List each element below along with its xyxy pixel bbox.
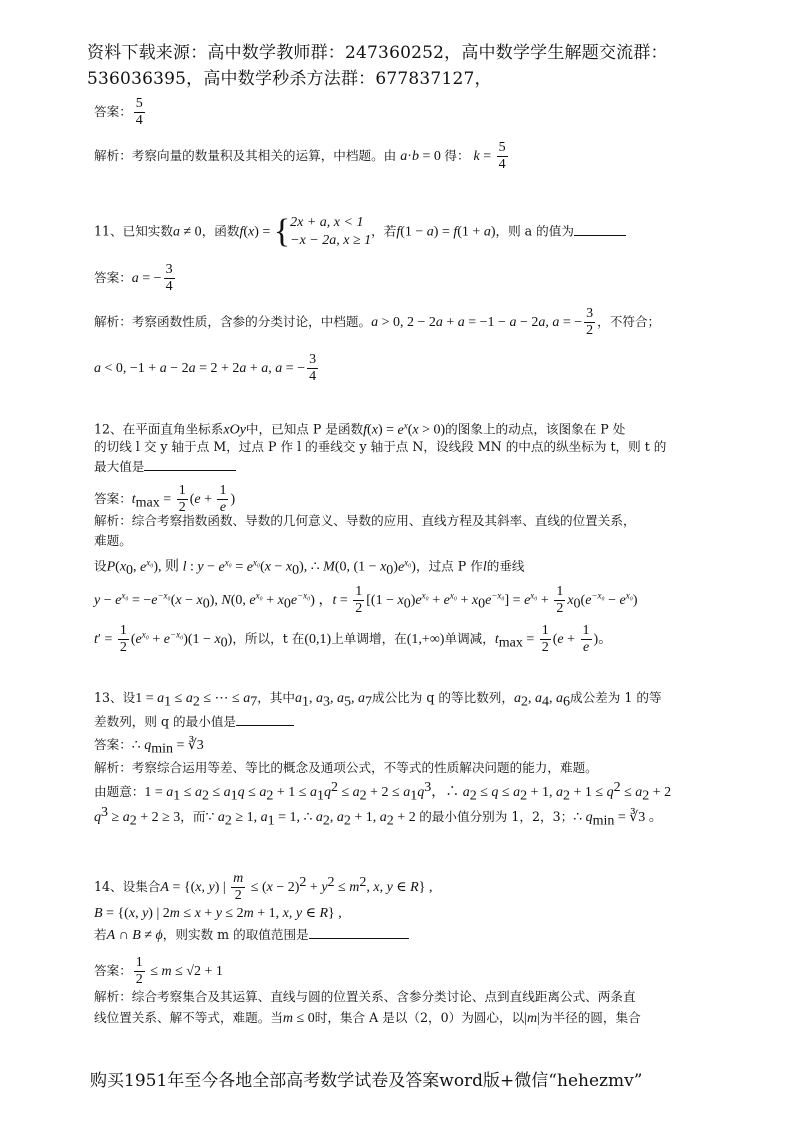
q12-stem-3: 最大值是 [94, 457, 236, 477]
q10-answer-fraction: $\frac{5}{4}$ [135, 96, 143, 128]
q14-stem-3: 若A ∩ B ≠ ϕ，则实数 m 的取值范围是 [94, 925, 409, 946]
q13-analysis: 解析：考察综合运用等差、等比的概念及通项公式，不等式的性质解决问题的能力，难题。 [94, 760, 598, 775]
q11-analysis: 解析：考察函数性质，含参的分类讨论，中档题。a > 0, 2 − 2a + a = −1 − a − 2a, a = − $\frac{3}{2}$ ，不符合； [94, 306, 661, 338]
footer-text: 购买1951年至今各地全部高考数学试卷及答案word版+微信“hehezmv” [90, 1071, 643, 1091]
q14-answer: 答案： $\frac{1}{2}$ ≤ m ≤ √2 + 1 [94, 955, 223, 987]
q14-stem-1: 14、设集合A = {(x, y) | $\frac{m}{2}$ ≤ $(x - 2)^2 + y^2 \le m^2$, x, y ∈ R} , [94, 871, 433, 903]
q13-analysis-2: 由题意：$1 = a_1 \le a_2 \le a_1q \le a_2 + 1 \le a_1q^2 \le a_2 + 2 \le a_1q^3$，∴ $a_2 \le q \le a_2 + 1$, $a_2 + 1 \le q^2 \le a_2 + 2$ [94, 780, 672, 804]
q12-stem-2: 的切线 l 交 y 轴于点 M，过点 P 作 l 的垂线交 y 轴于点 N，设线段 MN 的中点的纵坐标为 t，则 t 的 [94, 439, 667, 454]
q14-stem-2: B = {(x, y) | 2m ≤ x + y ≤ 2m + 1, x, y ∈ R} , [94, 906, 342, 921]
header-line-1: 资料下载来源：高中数学教师群：247360252，高中数学学生解题交流群： [87, 43, 668, 63]
q12-analysis-3: 设$P(x_0$, $e^{x_0}$), 则 l : $y - e^{x_0} = e^{x_0}(x - x_0)$, ∴ M(0, $(1 - x_0)e^{x_0}$)，过点 P 作l的垂线 [94, 557, 525, 579]
q12-analysis-1: 解析：综合考察指数函数、导数的几何意义、导数的应用、直线方程及其斜率、直线的位置关系， [94, 513, 636, 528]
q12-answer: 答案：$t_{max}$ = $\frac{1}{2}$ (e + $\frac{1}{e}$ ) [94, 483, 236, 515]
q12-analysis-5: t′ = $\frac{1}{2}$ $(e^{x_0} + e^{-x_0})(1 - x_0)$，所以，t 在(0,1)上单调增，在(1,+∞)单调减，$t_{max}$ = $\frac{1}{2}$ (e + $\frac{1}{e}$ )。 [94, 623, 613, 655]
q12-analysis-2: 难题。 [94, 533, 132, 548]
q10-analysis: 解析：考察向量的数量积及其相关的运算，中档题。由 a·b = 0 得： k = $\frac{5}{4}$ [94, 140, 506, 172]
q12-analysis-4: $y - e^{x_0} = -e^{-x_0}(x - x_0)$, N(0, $e^{x_0} + x_0e^{-x_0}$) ，t = $\frac{1}{2}$ $[(1 - x_0)e^{x_0} + e^{x_0} + x_0e^{-x_0}] = e^{x_0}$ + $\frac{1}{2}$ $x_0(e^{-x_0} - e^{x_0})$ [94, 584, 638, 616]
q13-stem-1: 13、设$1 = a_1 \le a_2$ ≤ ⋯ ≤ $a_7$，其中$a_1$, $a_3$, $a_5$, $a_7$成公比为 q 的等比数列，$a_2$, $a_4$, $a_6$成公差为 1 的等 [94, 690, 662, 710]
q13-stem-2: 差数列，则 q 的最小值是 [94, 712, 294, 732]
q10-analysis-mid: 得： [444, 148, 470, 163]
q10-answer-label: 答案： [94, 104, 132, 119]
q13-answer: 答案：∴ $q_{min}$ = ∛3 [94, 737, 204, 757]
q13-analysis-3: $q^3 \ge a_2 + 2 \ge 3$，而∵ $a_2 \ge 1$, $a_1 = 1$, ∴ $a_2$, $a_2 + 1$, $a_2 + 2$ 的最小值分别为 1，2，3；∴ $q_{min}$ = ∛3 。 [94, 805, 663, 829]
q10-analysis-text: 解析：考察向量的数量积及其相关的运算，中档题。由 [94, 148, 397, 163]
q12-stem-1: 12、在平面直角坐标系xOy中，已知点 P 是函数$f(x) = e^x(x > 0)$的图象上的动点，该图象在 P 处 [94, 420, 626, 438]
header-line-2: 536036395，高中数学秒杀方法群：677837127， [87, 69, 492, 89]
q11-answer: 答案：a = − $\frac{3}{4}$ [94, 262, 173, 294]
q11-piecewise: 2x + a, x < 1 −x − 2a, x ≥ 1 [290, 215, 372, 248]
q11-stem: 11、已知实数a ≠ 0，函数f(x) = { 2x + a, x < 1 −x − 2a, x ≥ 1 ，若f(1 − a) = f(1 + a)，则 a 的值为 [94, 214, 626, 250]
q14-analysis-2: 线位置关系、解不等式，难题。当m ≤ 0时，集合 A 是以（2，0）为圆心，以|m|为半径的圆，集合 [94, 1010, 641, 1026]
q10-answer [94, 96, 147, 129]
q11-analysis-2: a < 0, −1 + a − 2a = 2 + 2a + a, a = − $\frac{3}{4}$ [94, 352, 317, 384]
q14-analysis-1: 解析：综合考察集合及其运算、直线与圆的位置关系、含参分类讨论、点到直线距离公式、两条直 [94, 989, 636, 1004]
